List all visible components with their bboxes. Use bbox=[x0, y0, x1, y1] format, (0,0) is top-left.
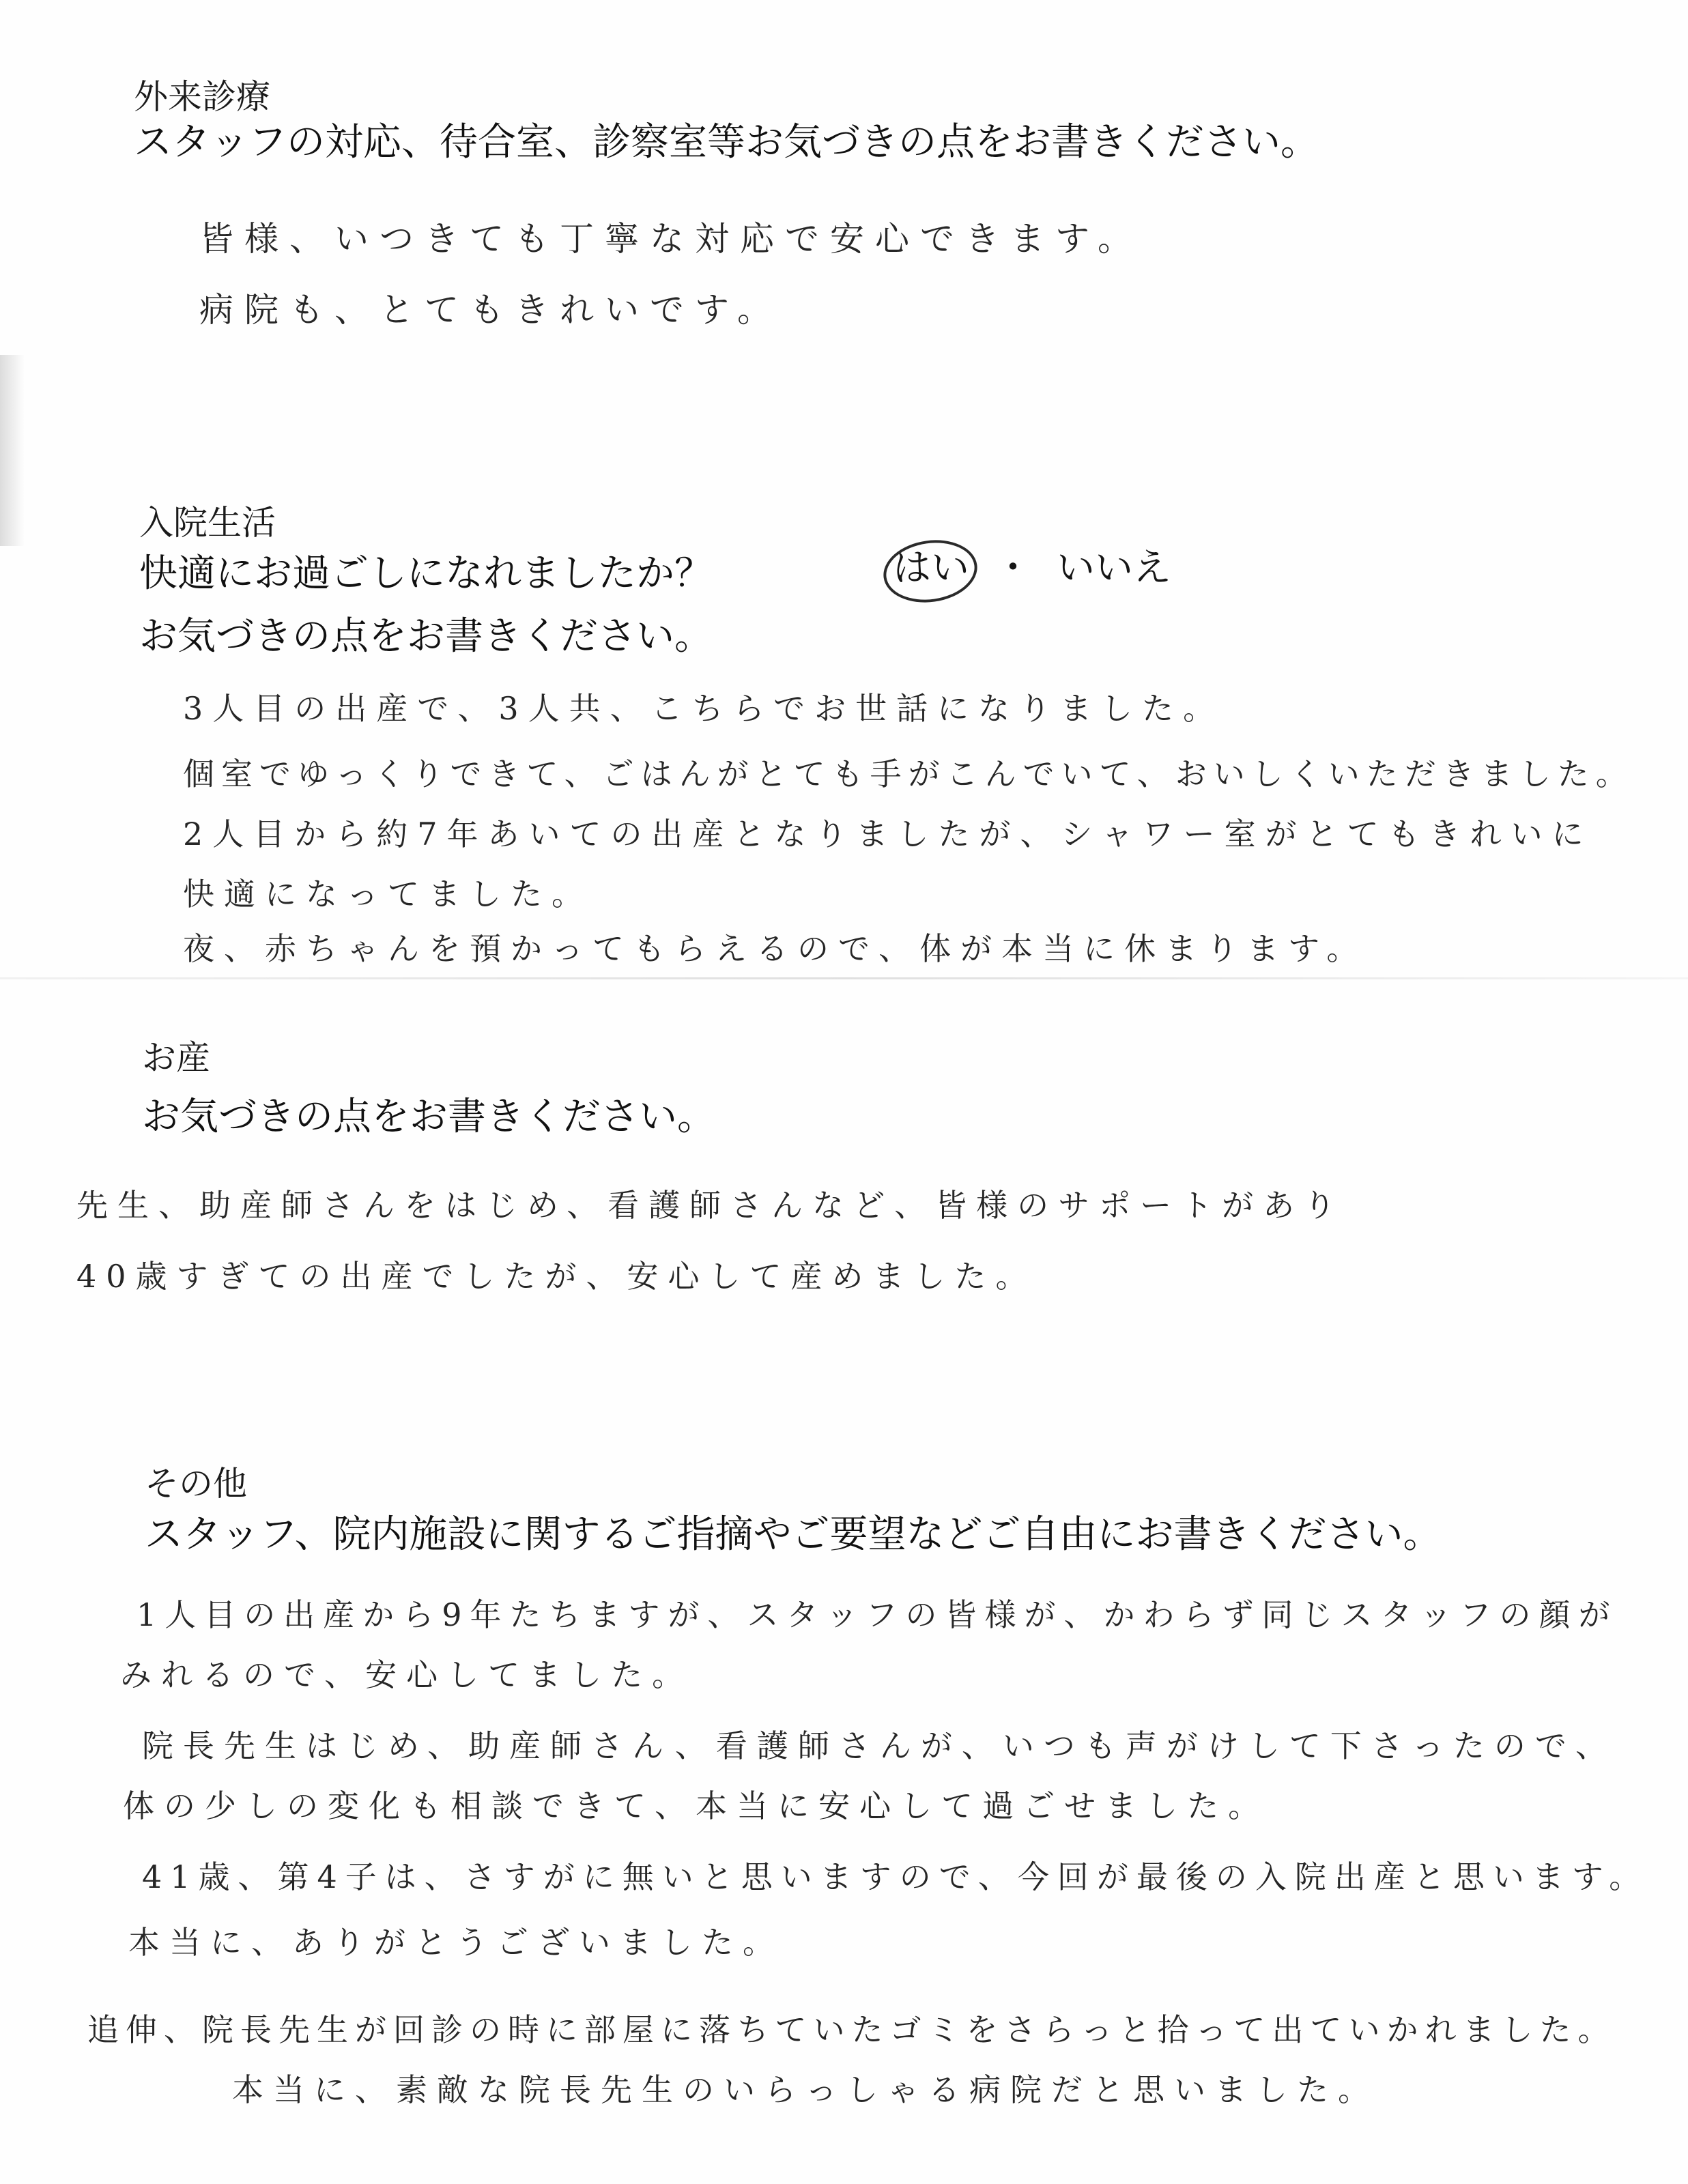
outpatient-answer-line-2: 病院も、とてもきれいです。 bbox=[199, 290, 782, 330]
other-answer-line-3: 院長先生はじめ、助産師さん、看護師さんが、いつも声がけして下さったので、 bbox=[142, 1727, 1616, 1764]
choice-no[interactable]: いいえ bbox=[1057, 546, 1171, 590]
delivery-answer-line-1: 先生、助産師さんをはじめ、看護師さんなど、皆様のサポートがあり bbox=[76, 1187, 1345, 1224]
other-answer-line-2: みれるので、安心してました。 bbox=[120, 1656, 693, 1693]
section-heading-delivery: お産 bbox=[142, 1038, 210, 1078]
postscript-line-2: 本当に、素敵な院長先生のいらっしゃる病院だと思いました。 bbox=[232, 2071, 1379, 2108]
inpatient-answer-line-2: 個室でゆっくりできて、ごはんがとても手がこんでいて、おいしくいただきました。 bbox=[183, 756, 1634, 792]
delivery-answer-line-2: 40歳すぎての出産でしたが、安心して産めました。 bbox=[76, 1258, 1037, 1295]
inpatient-answer-line-5: 夜、赤ちゃんを預かってもらえるので、体が本当に休まります。 bbox=[183, 930, 1368, 967]
postscript-line-1: 追伸、院長先生が回診の時に部屋に落ちていたゴミをさらっと拾って出ていかれました。 bbox=[87, 2011, 1616, 2048]
other-answer-line-4: 体の少しの変化も相談できて、本当に安心して過ごせました。 bbox=[123, 1787, 1270, 1824]
inpatient-answer-line-4: 快適になってました。 bbox=[183, 876, 592, 913]
other-answer-line-5: 41歳、第4子は、さすがに無いと思いますので、今回が最後の入院出産と思います。 bbox=[142, 1858, 1649, 1895]
paper-fold-line bbox=[0, 977, 1688, 979]
choice-yes[interactable]: はい bbox=[887, 546, 975, 591]
section-heading-other: その他 bbox=[145, 1464, 247, 1504]
section-prompt-delivery: お気づきの点をお書きください。 bbox=[142, 1095, 715, 1139]
section-prompt-inpatient: お気づきの点をお書きください。 bbox=[139, 614, 713, 659]
section-heading-outpatient: 外来診療 bbox=[134, 77, 270, 117]
other-answer-line-1: 1人目の出産から9年たちますが、スタッフの皆様が、かわらず同じスタッフの顔が bbox=[137, 1596, 1618, 1633]
scan-edge-shadow bbox=[0, 355, 25, 546]
inpatient-answer-line-1: 3人目の出産で、3人共、こちらでお世話になりました。 bbox=[183, 690, 1225, 727]
outpatient-answer-line-1: 皆様、いつきても丁寧な対応で安心できます。 bbox=[199, 219, 1143, 259]
section-prompt-other: スタッフ、院内施設に関するご指摘やご要望などご自由にお書きください。 bbox=[145, 1512, 1442, 1557]
other-answer-line-6: 本当に、ありがとうございました。 bbox=[128, 1924, 784, 1961]
comfort-choice-group bbox=[887, 546, 1177, 595]
comfort-question: 快適にお過ごしになれましたか？ bbox=[139, 551, 713, 596]
section-heading-inpatient: 入院生活 bbox=[139, 503, 276, 543]
inpatient-answer-line-3: 2人目から約7年あいての出産となりましたが、シャワー室がとてもきれいに bbox=[183, 816, 1593, 852]
choice-separator: ・ bbox=[994, 546, 1032, 590]
section-prompt-outpatient: スタッフの対応、待合室、診察室等お気づきの点をお書きください。 bbox=[134, 120, 1319, 164]
